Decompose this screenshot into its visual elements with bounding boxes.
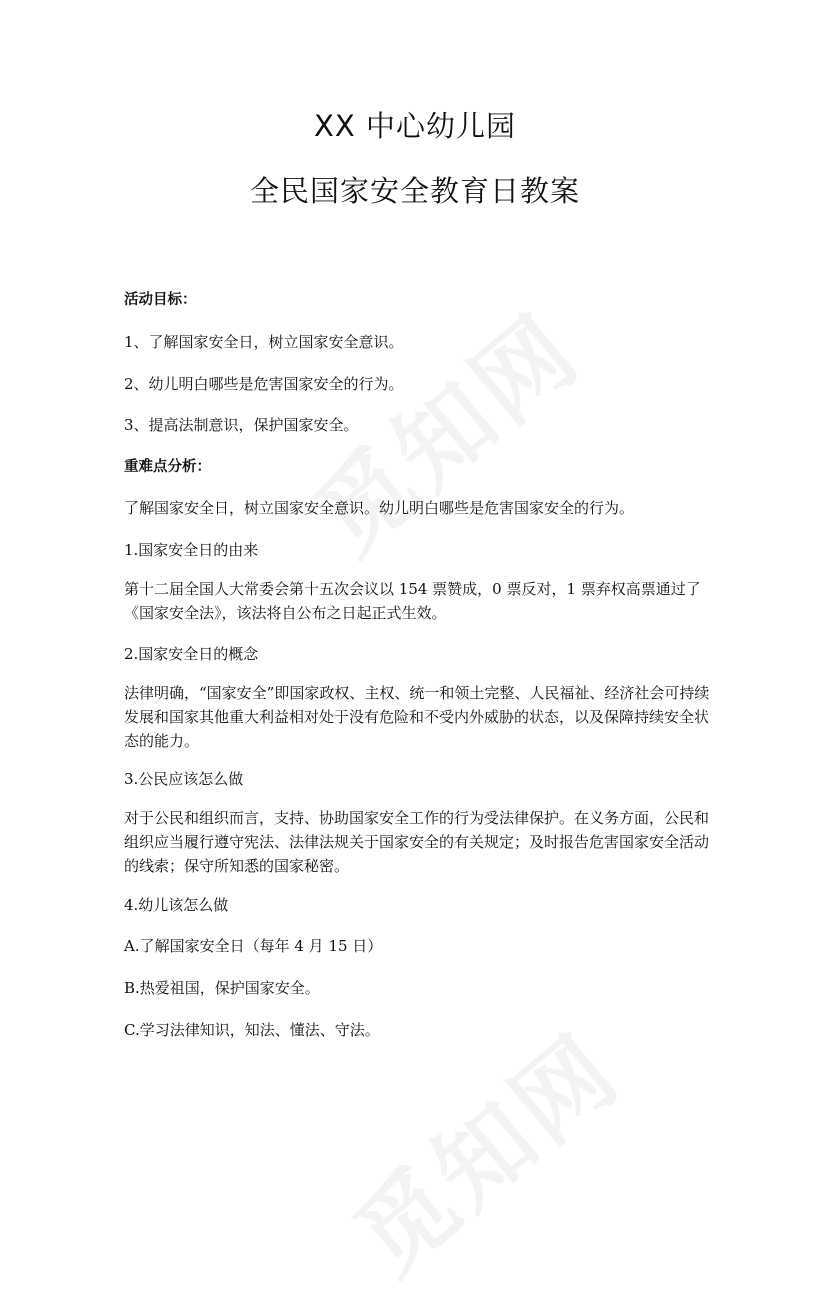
analysis-heading: 重难点分析：	[124, 459, 211, 475]
goal-item-3: 3、提高法制意识，保护国家安全。	[124, 416, 359, 434]
item-1-title: 1.国家安全日的由来	[124, 541, 259, 559]
item-4-point-a: A.了解国家安全日（每年 4 月 15 日）	[124, 937, 383, 955]
goal-item-1: 1、了解国家安全日，树立国家安全意识。	[124, 333, 404, 351]
goals-heading: 活动目标：	[124, 292, 197, 308]
goal-item-2: 2、幼儿明白哪些是危害国家安全的行为。	[124, 375, 404, 393]
item-1-text: 第十二届全国人大常委会第十五次会议以 154 票赞成，0 票反对，1 票弃权高票通过了《国家安全法》，该法将自公布之日起正式生效。	[124, 580, 701, 622]
item-2-text: 法律明确，“国家安全”即国家政权、主权、统一和领土完整、人民福祉、经济社会可持续发展和国家其他重大利益相对处于没有危险和不受内外威胁的状态，以及保障持续安全状态的能力。	[124, 684, 710, 750]
document-title-lesson: 全民国家安全教育日教案	[249, 174, 580, 208]
analysis-text: 了解国家安全日，树立国家安全意识。幼儿明白哪些是危害国家安全的行为。	[124, 499, 635, 517]
item-4-point-b: B.热爱祖国，保护国家安全。	[124, 979, 320, 997]
item-4-title: 4.幼儿该怎么做	[124, 896, 229, 914]
document-title-school: XX 中心幼儿园	[314, 109, 516, 143]
item-3-title: 3.公民应该怎么做	[124, 770, 244, 788]
item-3-text: 对于公民和组织而言，支持、协助国家安全工作的行为受法律保护。在义务方面，公民和组织应当履行遵守宪法、法律法规关于国家安全的有关规定；及时报告危害国家安全活动的线索；保守所知悉的国家秘密。	[124, 809, 710, 875]
item-2-title: 2.国家安全日的概念	[124, 645, 259, 663]
item-4-point-c: C.学习法律知识，知法、懂法、守法。	[124, 1021, 380, 1039]
watermark	[322, 998, 644, 1299]
